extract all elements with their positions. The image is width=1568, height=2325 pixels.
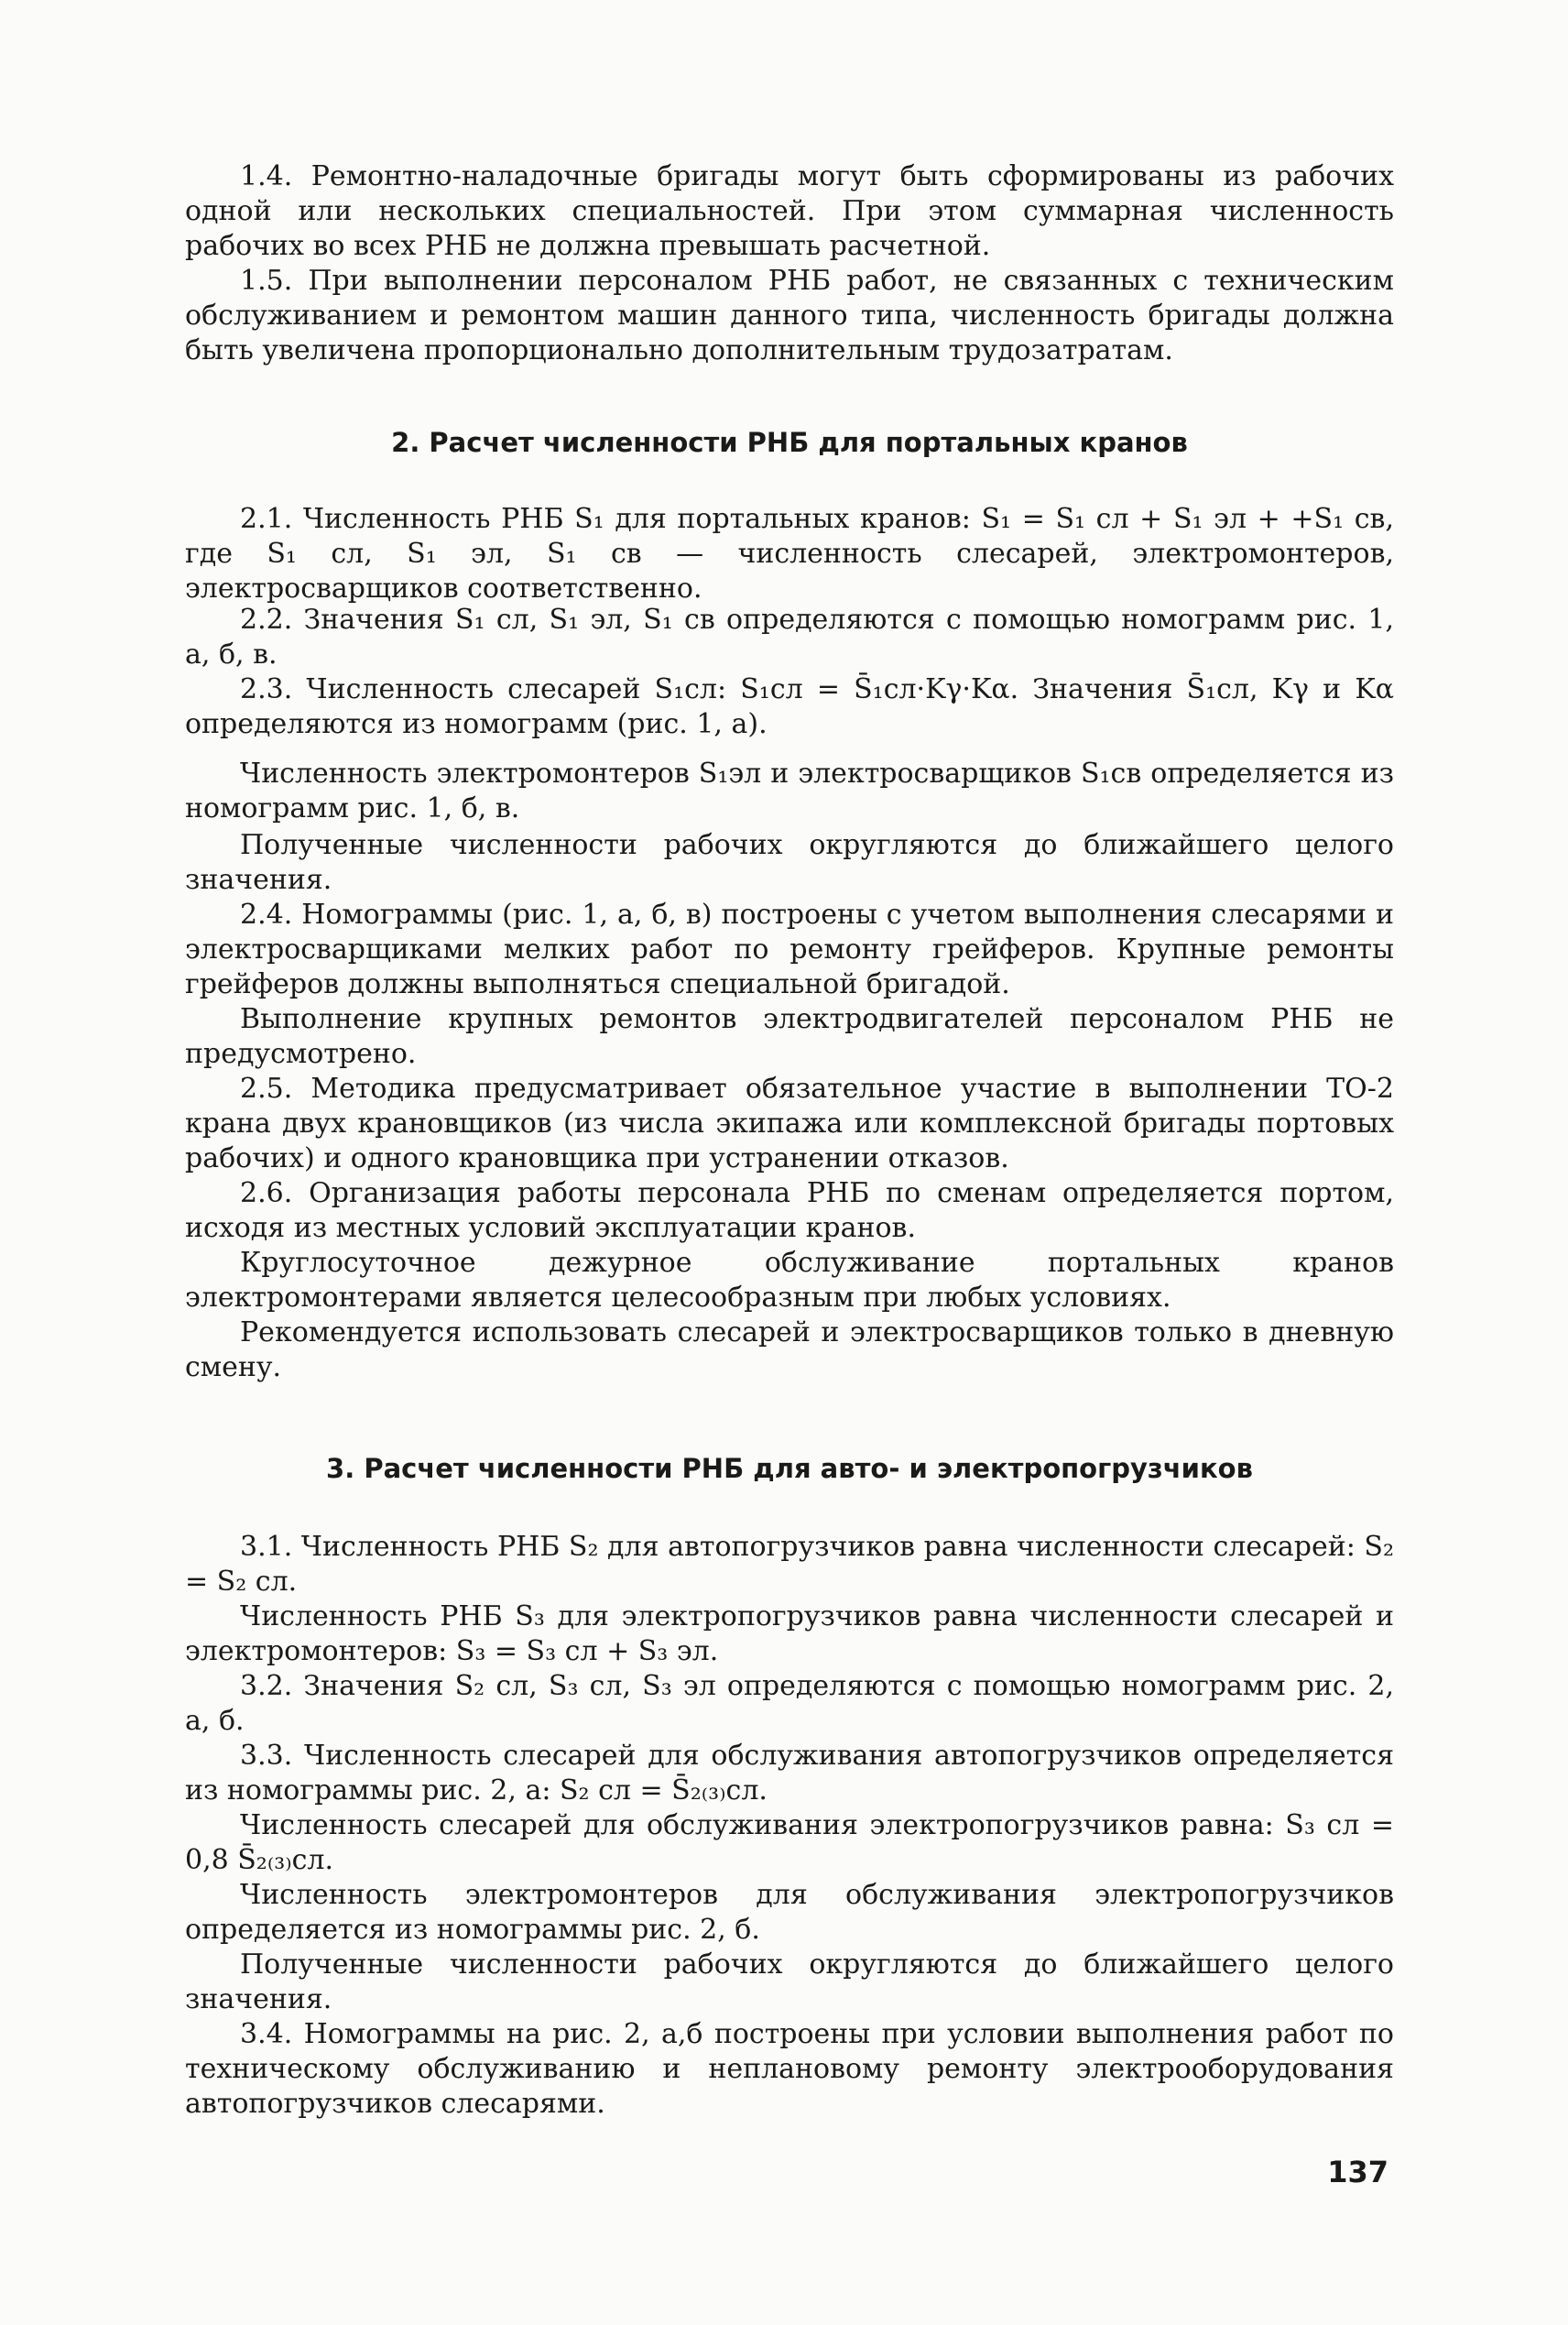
paragraph-1-5: 1.5. При выполнении персоналом РНБ работ, не связанных с техническим обслуживанием и ремонтом машин данного типа, численность бригады должна быть увеличена пропорционально дополнительным трудозатратам.	[185, 265, 1394, 366]
paragraph-3-2: 3.2. Значения S₂ сл, S₃ сл, S₃ эл определяются с помощью номограмм рис. 2, а, б.	[185, 1670, 1394, 1737]
paragraph-2-2: 2.2. Значения S₁ сл, S₁ эл, S₁ св определяются с помощью номограмм рис. 1, а, б, в.	[185, 604, 1394, 671]
paragraph-2-3: 2.3. Численность слесарей S₁сл: S₁сл = S̄₁сл·Kγ·Kα. Значения S̄₁сл, Kγ и Kα определяются из номограмм (рис. 1, а).	[185, 673, 1394, 740]
paragraph-2-3-rounding: Полученные численности рабочих округляются до ближайшего целого значения.	[185, 829, 1394, 896]
paragraph-3-3: 3.3. Численность слесарей для обслуживания автопогрузчиков определяется из номограммы рис. 2, а: S₂ сл = S̄₂₍₃₎сл.	[185, 1740, 1394, 1807]
paragraph-3-3-rounding: Полученные численности рабочих округляются до ближайшего целого значения.	[185, 1948, 1394, 2015]
paragraph-3-4: 3.4. Номограммы на рис. 2, а,б построены при условии выполнения работ по техническому обслуживанию и неплановому ремонту электрооборудования автопогрузчиков слесарями.	[185, 2018, 1394, 2120]
page-number: 137	[1327, 2155, 1388, 2189]
section-2-heading: 2. Расчет численности РНБ для портальных кранов	[391, 427, 1188, 458]
paragraph-2-4-motors: Выполнение крупных ремонтов электродвигателей персоналом РНБ не предусмотрено.	[185, 1003, 1394, 1070]
paragraph-1-4: 1.4. Ремонтно-наладочные бригады могут быть сформированы из рабочих одной или нескольких специальностей. При этом суммарная численность рабочих во всех РНБ не должна превышать расчетной.	[185, 160, 1394, 262]
paragraph-2-6-round-the-clock: Круглосуточное дежурное обслуживание портальных кранов электромонтерами является целесообразным при любых условиях.	[185, 1247, 1394, 1314]
paragraph-3-3-electricians: Численность электромонтеров для обслуживания электропогрузчиков определяется из номограммы рис. 2, б.	[185, 1879, 1394, 1946]
paragraph-2-1: 2.1. Численность РНБ S₁ для портальных кранов: S₁ = S₁ сл + S₁ эл + +S₁ св, где S₁ сл, S₁ эл, S₁ св — численность слесарей, электромонтеров, электросварщиков соответственно.	[185, 503, 1394, 605]
paragraph-3-1-electric: Численность РНБ S₃ для электропогрузчиков равна численности слесарей и электромонтеров: S₃ = S₃ сл + S₃ эл.	[185, 1600, 1394, 1667]
paragraph-2-3-electricians: Численность электромонтеров S₁эл и электросварщиков S₁св определяется из номограмм рис. 1, б, в.	[185, 758, 1394, 824]
paragraph-2-6: 2.6. Организация работы персонала РНБ по сменам определяется портом, исходя из местных условий эксплуатации кранов.	[185, 1177, 1394, 1244]
paragraph-2-5: 2.5. Методика предусматривает обязательное участие в выполнении ТО-2 крана двух крановщиков (из числа экипажа или комплексной бригады портовых рабочих) и одного крановщика при устранении отказов.	[185, 1073, 1394, 1174]
paragraph-2-6-day-shift: Рекомендуется использовать слесарей и электросварщиков только в дневную смену.	[185, 1316, 1394, 1383]
paragraph-3-1: 3.1. Численность РНБ S₂ для автопогрузчиков равна численности слесарей: S₂ = S₂ сл.	[185, 1531, 1394, 1598]
section-3-heading: 3. Расчет численности РНБ для авто- и электропогрузчиков	[326, 1453, 1253, 1484]
paragraph-3-3-electric: Численность слесарей для обслуживания электропогрузчиков равна: S₃ сл = 0,8 S̄₂₍₃₎сл.	[185, 1809, 1394, 1876]
paragraph-2-4: 2.4. Номограммы (рис. 1, а, б, в) построены с учетом выполнения слесарями и электросварщиками мелких работ по ремонту грейферов. Крупные ремонты грейферов должны выполняться специальной бригадой.	[185, 899, 1394, 1000]
